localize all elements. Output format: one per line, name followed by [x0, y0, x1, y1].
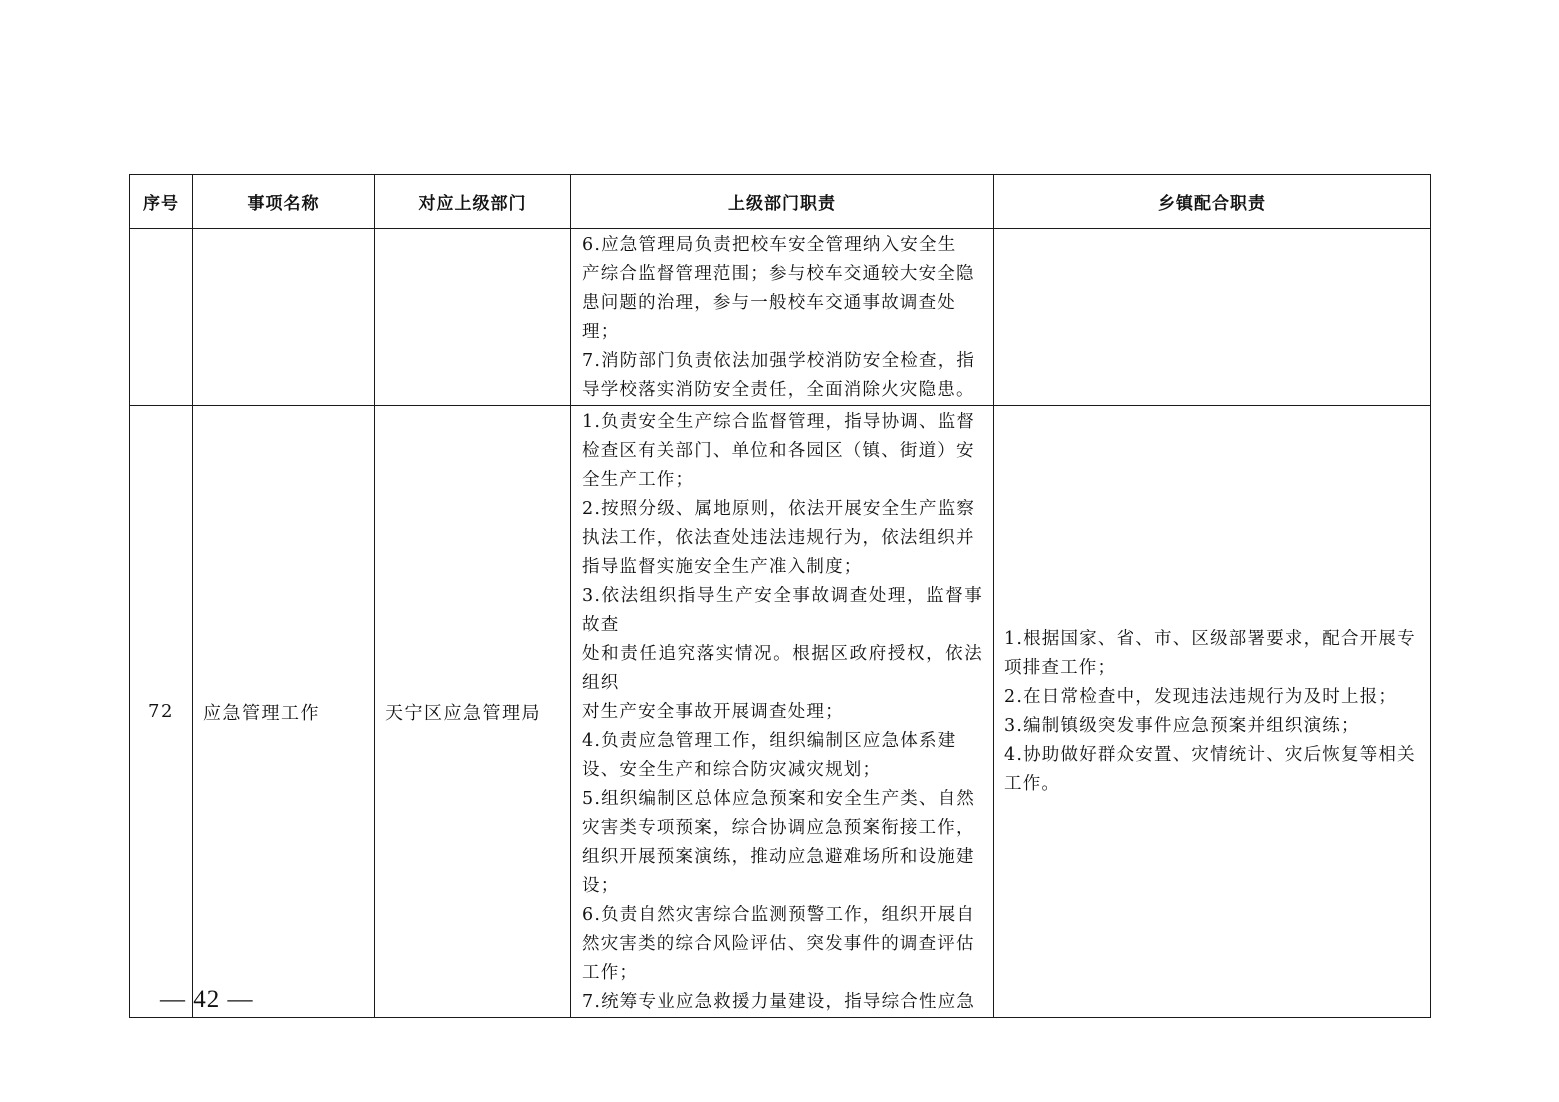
town-duty-line: 2.在日常检查中，发现违法违规行为及时上报； [1004, 686, 1398, 707]
row-item-name [193, 229, 375, 406]
town-duty-line: 1.根据国家、省、市、区级部署要求，配合开展专 [1004, 628, 1416, 649]
row-superior-dept: 天宁区应急管理局 [375, 406, 571, 1018]
row-superior-dept [375, 229, 571, 406]
duty-line: 7.消防部门负责依法加强学校消防安全检查，指 [582, 351, 976, 371]
duty-line: 设； [582, 876, 620, 896]
duty-line: 2.按照分级、属地原则，依法开展安全生产监察 [582, 499, 976, 519]
duty-line: 全生产工作； [582, 470, 695, 490]
duties-table [129, 174, 1431, 1018]
table-header-row [130, 175, 1431, 229]
header-no: 序号 [130, 175, 193, 229]
row-superior-duty [571, 406, 994, 1018]
page-number: — 42 — [160, 986, 254, 1013]
town-duty-line: 4.协助做好群众安置、灾情统计、灾后恢复等相关 [1004, 744, 1416, 765]
row-town-duty [994, 229, 1431, 406]
town-duty-line: 项排查工作； [1004, 657, 1117, 678]
header-superior-dept: 对应上级部门 [375, 175, 571, 229]
town-duty-line: 工作。 [1004, 773, 1061, 794]
row-town-duty [994, 406, 1431, 1018]
duty-line: 灾害类专项预案，综合协调应急预案衔接工作， [582, 818, 975, 838]
row-no [130, 229, 193, 406]
header-item-name: 事项名称 [193, 175, 375, 229]
duty-line: 4.负责应急管理工作，组织编制区应急体系建 [582, 731, 957, 751]
duty-line: 指导监督实施安全生产准入制度； [582, 557, 863, 577]
duty-line: 6.负责自然灾害综合监测预警工作，组织开展自 [582, 905, 976, 925]
header-town-duty: 乡镇配合职责 [994, 175, 1431, 229]
duty-line: 理； [582, 322, 620, 342]
duty-line: 患问题的治理，参与一般校车交通事故调查处 [582, 293, 956, 313]
row-superior-duty [571, 229, 994, 406]
duty-line: 工作； [582, 963, 639, 983]
duty-line: 设、安全生产和综合防灾减灾规划； [582, 760, 882, 780]
row-no: 72 [130, 406, 193, 1018]
duty-line: 检查区有关部门、单位和各园区（镇、街道）安 [582, 441, 975, 461]
town-duty-line: 3.编制镇级突发事件应急预案并组织演练； [1004, 715, 1360, 736]
duty-line: 产综合监督管理范围；参与校车交通较大安全隐 [582, 264, 975, 284]
row-item-name: 应急管理工作 [193, 406, 375, 1018]
duty-line: 对生产安全事故开展调查处理； [582, 702, 844, 722]
table-row [130, 229, 1431, 406]
duty-line: 然灾害类的综合风险评估、突发事件的调查评估 [582, 934, 975, 954]
table-row [130, 406, 1431, 1018]
duty-line: 6.应急管理局负责把校车安全管理纳入安全生 [582, 235, 957, 255]
duty-line: 1.负责安全生产综合监督管理，指导协调、监督 [582, 412, 976, 432]
duty-line: 处和责任追究落实情况。根据区政府授权，依法组织 [582, 644, 983, 693]
header-superior-duty: 上级部门职责 [571, 175, 994, 229]
duty-line: 3.依法组织指导生产安全事故调查处理，监督事故查 [582, 586, 983, 635]
duty-line: 导学校落实消防安全责任，全面消除火灾隐患。 [582, 380, 975, 400]
duty-line: 7.统筹专业应急救援力量建设，指导综合性应急 [582, 992, 976, 1012]
duty-line: 组织开展预案演练，推动应急避难场所和设施建 [582, 847, 975, 867]
duty-line: 执法工作，依法查处违法违规行为，依法组织并 [582, 528, 975, 548]
duty-line: 5.组织编制区总体应急预案和安全生产类、自然 [582, 789, 976, 809]
